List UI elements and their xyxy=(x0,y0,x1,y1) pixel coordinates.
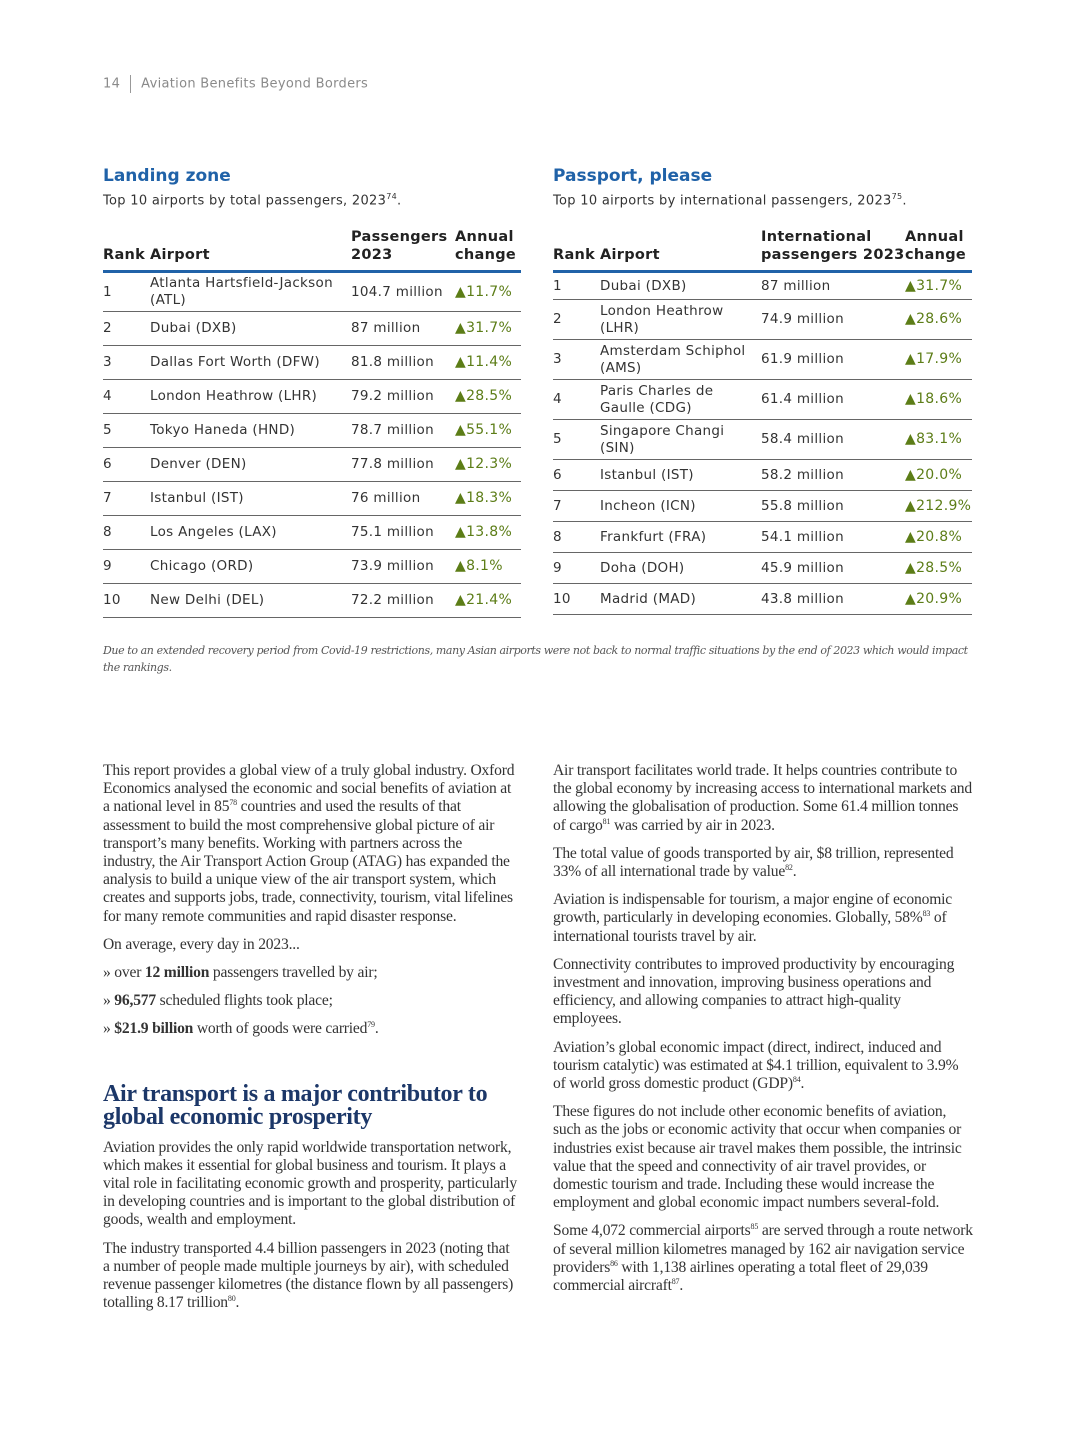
annual-change-cell: ▲31.7% xyxy=(455,312,521,346)
paragraph xyxy=(553,845,973,881)
text-run: Aviation’s global economic impact (direct, indirect, induced and tourism catalytic) was estimated at $4.1 trillion, equivalent to 3.9% of world gross domestic product (GDP) xyxy=(553,1038,959,1093)
annual-change-cell: ▲31.7% xyxy=(905,272,972,300)
paragraph xyxy=(103,762,517,926)
table-row xyxy=(103,550,521,584)
annual-change-cell: ▲212.9% xyxy=(905,491,972,522)
table-row xyxy=(103,346,521,380)
paragraph xyxy=(553,1222,973,1295)
text-run: are served through a route network of several million kilometres managed by 162 air navigation service providers xyxy=(553,1222,973,1276)
text-run: Air transport facilitates world trade. It helps countries contribute to the global economy by increasing access to international markets and allowing the globalisation of production. Some 61.4 million tonnes of cargo xyxy=(553,762,972,834)
passengers-cell: 79.2 million xyxy=(351,380,455,414)
footnote-ref: 86 xyxy=(610,1258,618,1268)
annual-change-cell: ▲21.4% xyxy=(455,584,521,618)
table-row xyxy=(553,420,972,460)
table-row xyxy=(103,380,521,414)
rank-cell: 3 xyxy=(553,340,600,380)
rank-cell: 2 xyxy=(553,300,600,340)
airport-cell: Doha (DOH) xyxy=(600,553,761,584)
annual-change-cell: ▲8.1% xyxy=(455,550,521,584)
annual-change-cell: ▲11.7% xyxy=(455,272,521,312)
airport-cell: Madrid (MAD) xyxy=(600,584,761,615)
bullet-item xyxy=(103,992,517,1010)
table-row xyxy=(553,460,972,491)
table-row xyxy=(103,414,521,448)
passengers-cell: 55.8 million xyxy=(761,491,905,522)
footnote-ref: 83 xyxy=(922,909,931,919)
table-row xyxy=(553,553,972,584)
bullet-item xyxy=(103,964,517,982)
paragraph xyxy=(103,1139,517,1230)
airport-cell: Tokyo Haneda (HND) xyxy=(150,414,351,448)
text-run: scheduled flights took place; xyxy=(155,992,333,1010)
annual-change-cell: ▲12.3% xyxy=(455,448,521,482)
rank-cell: 5 xyxy=(103,414,150,448)
airport-cell: Denver (DEN) xyxy=(150,448,351,482)
rank-cell: 9 xyxy=(553,553,600,584)
table-row xyxy=(553,522,972,553)
annual-change-cell: ▲13.8% xyxy=(455,516,521,550)
annual-change-cell: ▲20.8% xyxy=(905,522,972,553)
passengers-cell: 78.7 million xyxy=(351,414,455,448)
passengers-cell: 58.4 million xyxy=(761,420,905,460)
table-title: Landing zone xyxy=(103,166,231,186)
text-run: Connectivity contributes to improved productivity by encouraging investment and innovation, improving business operations and efficiency, and allowing companies to attract high-quality employees. xyxy=(553,955,955,1028)
rank-cell: 10 xyxy=(553,584,600,615)
passengers-cell: 54.1 million xyxy=(761,522,905,553)
annual-change-cell: ▲11.4% xyxy=(455,346,521,380)
table-row xyxy=(103,584,521,618)
passengers-cell: 61.4 million xyxy=(761,380,905,420)
bullet-item xyxy=(103,1020,517,1038)
rank-cell: 9 xyxy=(103,550,150,584)
table-row xyxy=(553,584,972,615)
annual-change-cell: ▲20.9% xyxy=(905,584,972,615)
annual-change-cell: ▲17.9% xyxy=(905,340,972,380)
table-row xyxy=(553,380,972,420)
paragraph xyxy=(553,956,973,1029)
annual-change-cell: ▲28.5% xyxy=(905,553,972,584)
rank-cell: 4 xyxy=(553,380,600,420)
column-header: Airport xyxy=(600,247,660,264)
airport-cell: Incheon (ICN) xyxy=(600,491,761,522)
airport-cell: Atlanta Hartsfield-Jackson (ATL) xyxy=(150,272,351,312)
passengers-cell: 87 million xyxy=(351,312,455,346)
annual-change-cell: ▲28.5% xyxy=(455,380,521,414)
text-run: countries and used the results of that assessment to build the most comprehensive global picture of air transport’s many benefits. Working with partners across the industry, the Air Transport Action Group (ATAG) has expanded the analysis to build a unique view of the air transport system, which creates and supports jobs, trade, connectivity, tourism, vital lifelines for many remote communities and rapid disaster response. xyxy=(103,798,513,925)
airport-cell: Paris Charles de Gaulle (CDG) xyxy=(600,380,761,420)
rank-cell: 10 xyxy=(103,584,150,618)
rank-cell: 6 xyxy=(553,460,600,491)
airport-cell: London Heathrow (LHR) xyxy=(150,380,351,414)
table-title: Passport, please xyxy=(553,166,713,186)
passengers-cell: 43.8 million xyxy=(761,584,905,615)
airport-cell: Dubai (DXB) xyxy=(150,312,351,346)
table-row xyxy=(103,482,521,516)
airport-cell: Dubai (DXB) xyxy=(600,272,761,300)
passengers-cell: 87 million xyxy=(761,272,905,300)
table-row xyxy=(103,312,521,346)
paragraph xyxy=(103,936,517,954)
footnote-ref: 82 xyxy=(785,862,793,872)
rank-cell: 4 xyxy=(103,380,150,414)
rank-cell: 7 xyxy=(103,482,150,516)
header-title: Aviation Benefits Beyond Borders xyxy=(141,76,369,92)
text-run: . xyxy=(374,1020,379,1038)
airport-cell: Los Angeles (LAX) xyxy=(150,516,351,550)
passengers-cell: 81.8 million xyxy=(351,346,455,380)
column-header: Airport xyxy=(150,247,210,264)
right-text-column xyxy=(553,762,973,1305)
table-row xyxy=(103,448,521,482)
passport-please-section xyxy=(553,166,972,615)
rank-cell: 5 xyxy=(553,420,600,460)
column-header: Passengers 2023 xyxy=(351,229,448,264)
text-run: The total value of goods transported by air, $8 trillion, represented 33% of all international trade by value xyxy=(553,844,954,881)
top-airports-total-table xyxy=(103,228,521,618)
text-run: This report provides a global view of a truly global industry. Oxford Economics analysed the economic and social benefits of aviation at a national level in 85 xyxy=(103,762,515,816)
table-footnote: Due to an extended recovery period from Covid-19 restrictions, many Asian airports were not back to normal traffic situations by the end of 2023 which would impact the rankings. xyxy=(103,644,968,674)
airport-cell: Istanbul (IST) xyxy=(150,482,351,516)
table-row xyxy=(553,340,972,380)
footnote-ref: 78 xyxy=(229,798,237,808)
text-run: The industry transported 4.4 billion passengers in 2023 (noting that a number of people made multiple journeys by air), with scheduled revenue passenger kilometres (the distance flown by all passengers) totalling 8.17 trillion xyxy=(103,1239,514,1312)
footnote-ref: 79 xyxy=(367,1020,375,1030)
footnote-ref: 81 xyxy=(602,816,611,826)
column-header: Rank xyxy=(553,247,596,264)
footnote-ref: 85 xyxy=(750,1222,759,1232)
bold-figure: 96,577 xyxy=(114,992,156,1010)
text-run: Aviation provides the only rapid worldwide transportation network, which makes it essential for global business and tourism. It plays a vital role in facilitating economic growth and prosperity, particularly in developing countries and is important to the global distribution of goods, wealth and employment. xyxy=(103,1138,517,1229)
passengers-cell: 61.9 million xyxy=(761,340,905,380)
passengers-cell: 76 million xyxy=(351,482,455,516)
column-header: Annual change xyxy=(455,229,517,264)
header-divider xyxy=(130,75,131,93)
table-row xyxy=(103,272,521,312)
top-airports-international-table xyxy=(553,228,972,615)
airport-cell: Frankfurt (FRA) xyxy=(600,522,761,553)
running-header xyxy=(103,75,368,93)
section-heading: Air transport is a major contributor to global economic prosperity xyxy=(103,1080,488,1130)
bold-figure: $21.9 billion xyxy=(114,1020,194,1038)
footnote-ref: 80 xyxy=(227,1294,236,1304)
table-row xyxy=(553,300,972,340)
airport-cell: Istanbul (IST) xyxy=(600,460,761,491)
passengers-cell: 104.7 million xyxy=(351,272,455,312)
rank-cell: 1 xyxy=(103,272,150,312)
passengers-cell: 74.9 million xyxy=(761,300,905,340)
text-run: On average, every day in 2023... xyxy=(103,935,300,953)
rank-cell: 1 xyxy=(553,272,600,300)
text-run: passengers travelled by air; xyxy=(209,964,378,982)
airport-cell: New Delhi (DEL) xyxy=(150,584,351,618)
airport-cell: London Heathrow (LHR) xyxy=(600,300,761,340)
airport-cell: Dallas Fort Worth (DFW) xyxy=(150,346,351,380)
rank-cell: 8 xyxy=(553,522,600,553)
text-run: » over xyxy=(103,964,145,982)
passengers-cell: 72.2 million xyxy=(351,584,455,618)
rank-cell: 8 xyxy=(103,516,150,550)
text-run: of international tourists travel by air. xyxy=(553,909,947,945)
table-header-row xyxy=(553,228,972,272)
text-run: » xyxy=(103,992,115,1010)
annual-change-cell: ▲83.1% xyxy=(905,420,972,460)
table-header-row xyxy=(103,228,521,272)
column-header: International passengers 2023 xyxy=(761,229,905,264)
text-run: Some 4,072 commercial airports xyxy=(553,1222,751,1240)
paragraph xyxy=(103,1240,517,1313)
annual-change-cell: ▲20.0% xyxy=(905,460,972,491)
table-subtitle: Top 10 airports by total passengers, 2023$^{74}$. xyxy=(103,192,402,209)
table-row xyxy=(553,272,972,300)
annual-change-cell: ▲55.1% xyxy=(455,414,521,448)
annual-change-cell: ▲18.6% xyxy=(905,380,972,420)
table-subtitle: Top 10 airports by international passengers, 2023$^{75}$. xyxy=(553,192,907,209)
passengers-cell: 45.9 million xyxy=(761,553,905,584)
text-run: was carried by air in 2023. xyxy=(610,816,775,834)
text-run: » xyxy=(103,1020,115,1038)
landing-zone-section xyxy=(103,166,521,618)
passengers-cell: 75.1 million xyxy=(351,516,455,550)
airport-cell: Singapore Changi (SIN) xyxy=(600,420,761,460)
text-run: . xyxy=(800,1075,805,1093)
page-number: 14 xyxy=(103,76,121,92)
airport-cell: Chicago (ORD) xyxy=(150,550,351,584)
column-header: Rank xyxy=(103,247,146,264)
text-run: worth of goods were carried xyxy=(193,1020,368,1038)
rank-cell: 6 xyxy=(103,448,150,482)
passengers-cell: 73.9 million xyxy=(351,550,455,584)
paragraph xyxy=(553,1039,973,1094)
rank-cell: 2 xyxy=(103,312,150,346)
rank-cell: 3 xyxy=(103,346,150,380)
table-row xyxy=(103,516,521,550)
text-run: . xyxy=(235,1294,240,1312)
table-row xyxy=(553,491,972,522)
paragraph xyxy=(553,762,973,835)
bold-figure: 12 million xyxy=(144,964,210,982)
footnote-ref: 84 xyxy=(792,1074,801,1084)
footnote-ref: 87 xyxy=(671,1276,680,1286)
rank-cell: 7 xyxy=(553,491,600,522)
passengers-cell: 77.8 million xyxy=(351,448,455,482)
airport-cell: Amsterdam Schiphol (AMS) xyxy=(600,340,761,380)
paragraph xyxy=(553,1103,973,1212)
text-run: Aviation is indispensable for tourism, a major engine of economic growth, particularly in developing economies. Globally, 58% xyxy=(553,891,952,927)
paragraph xyxy=(553,891,973,946)
left-text-column xyxy=(103,762,517,1322)
column-header: Annual change xyxy=(905,229,967,264)
text-run: . xyxy=(679,1277,684,1295)
text-run: . xyxy=(792,863,797,881)
annual-change-cell: ▲28.6% xyxy=(905,300,972,340)
passengers-cell: 58.2 million xyxy=(761,460,905,491)
text-run: with 1,138 airlines operating a total fleet of 29,039 commercial aircraft xyxy=(553,1258,928,1295)
text-run: These figures do not include other economic benefits of aviation, such as the jobs or economic activity that occur when companies or industries exist because air travel makes them possible, the intrinsic value that the speed and connectivity of air travel provides, or domestic tourism and trade. Including these would increase the employment and global economic impact numbers several-fold. xyxy=(553,1103,962,1212)
annual-change-cell: ▲18.3% xyxy=(455,482,521,516)
